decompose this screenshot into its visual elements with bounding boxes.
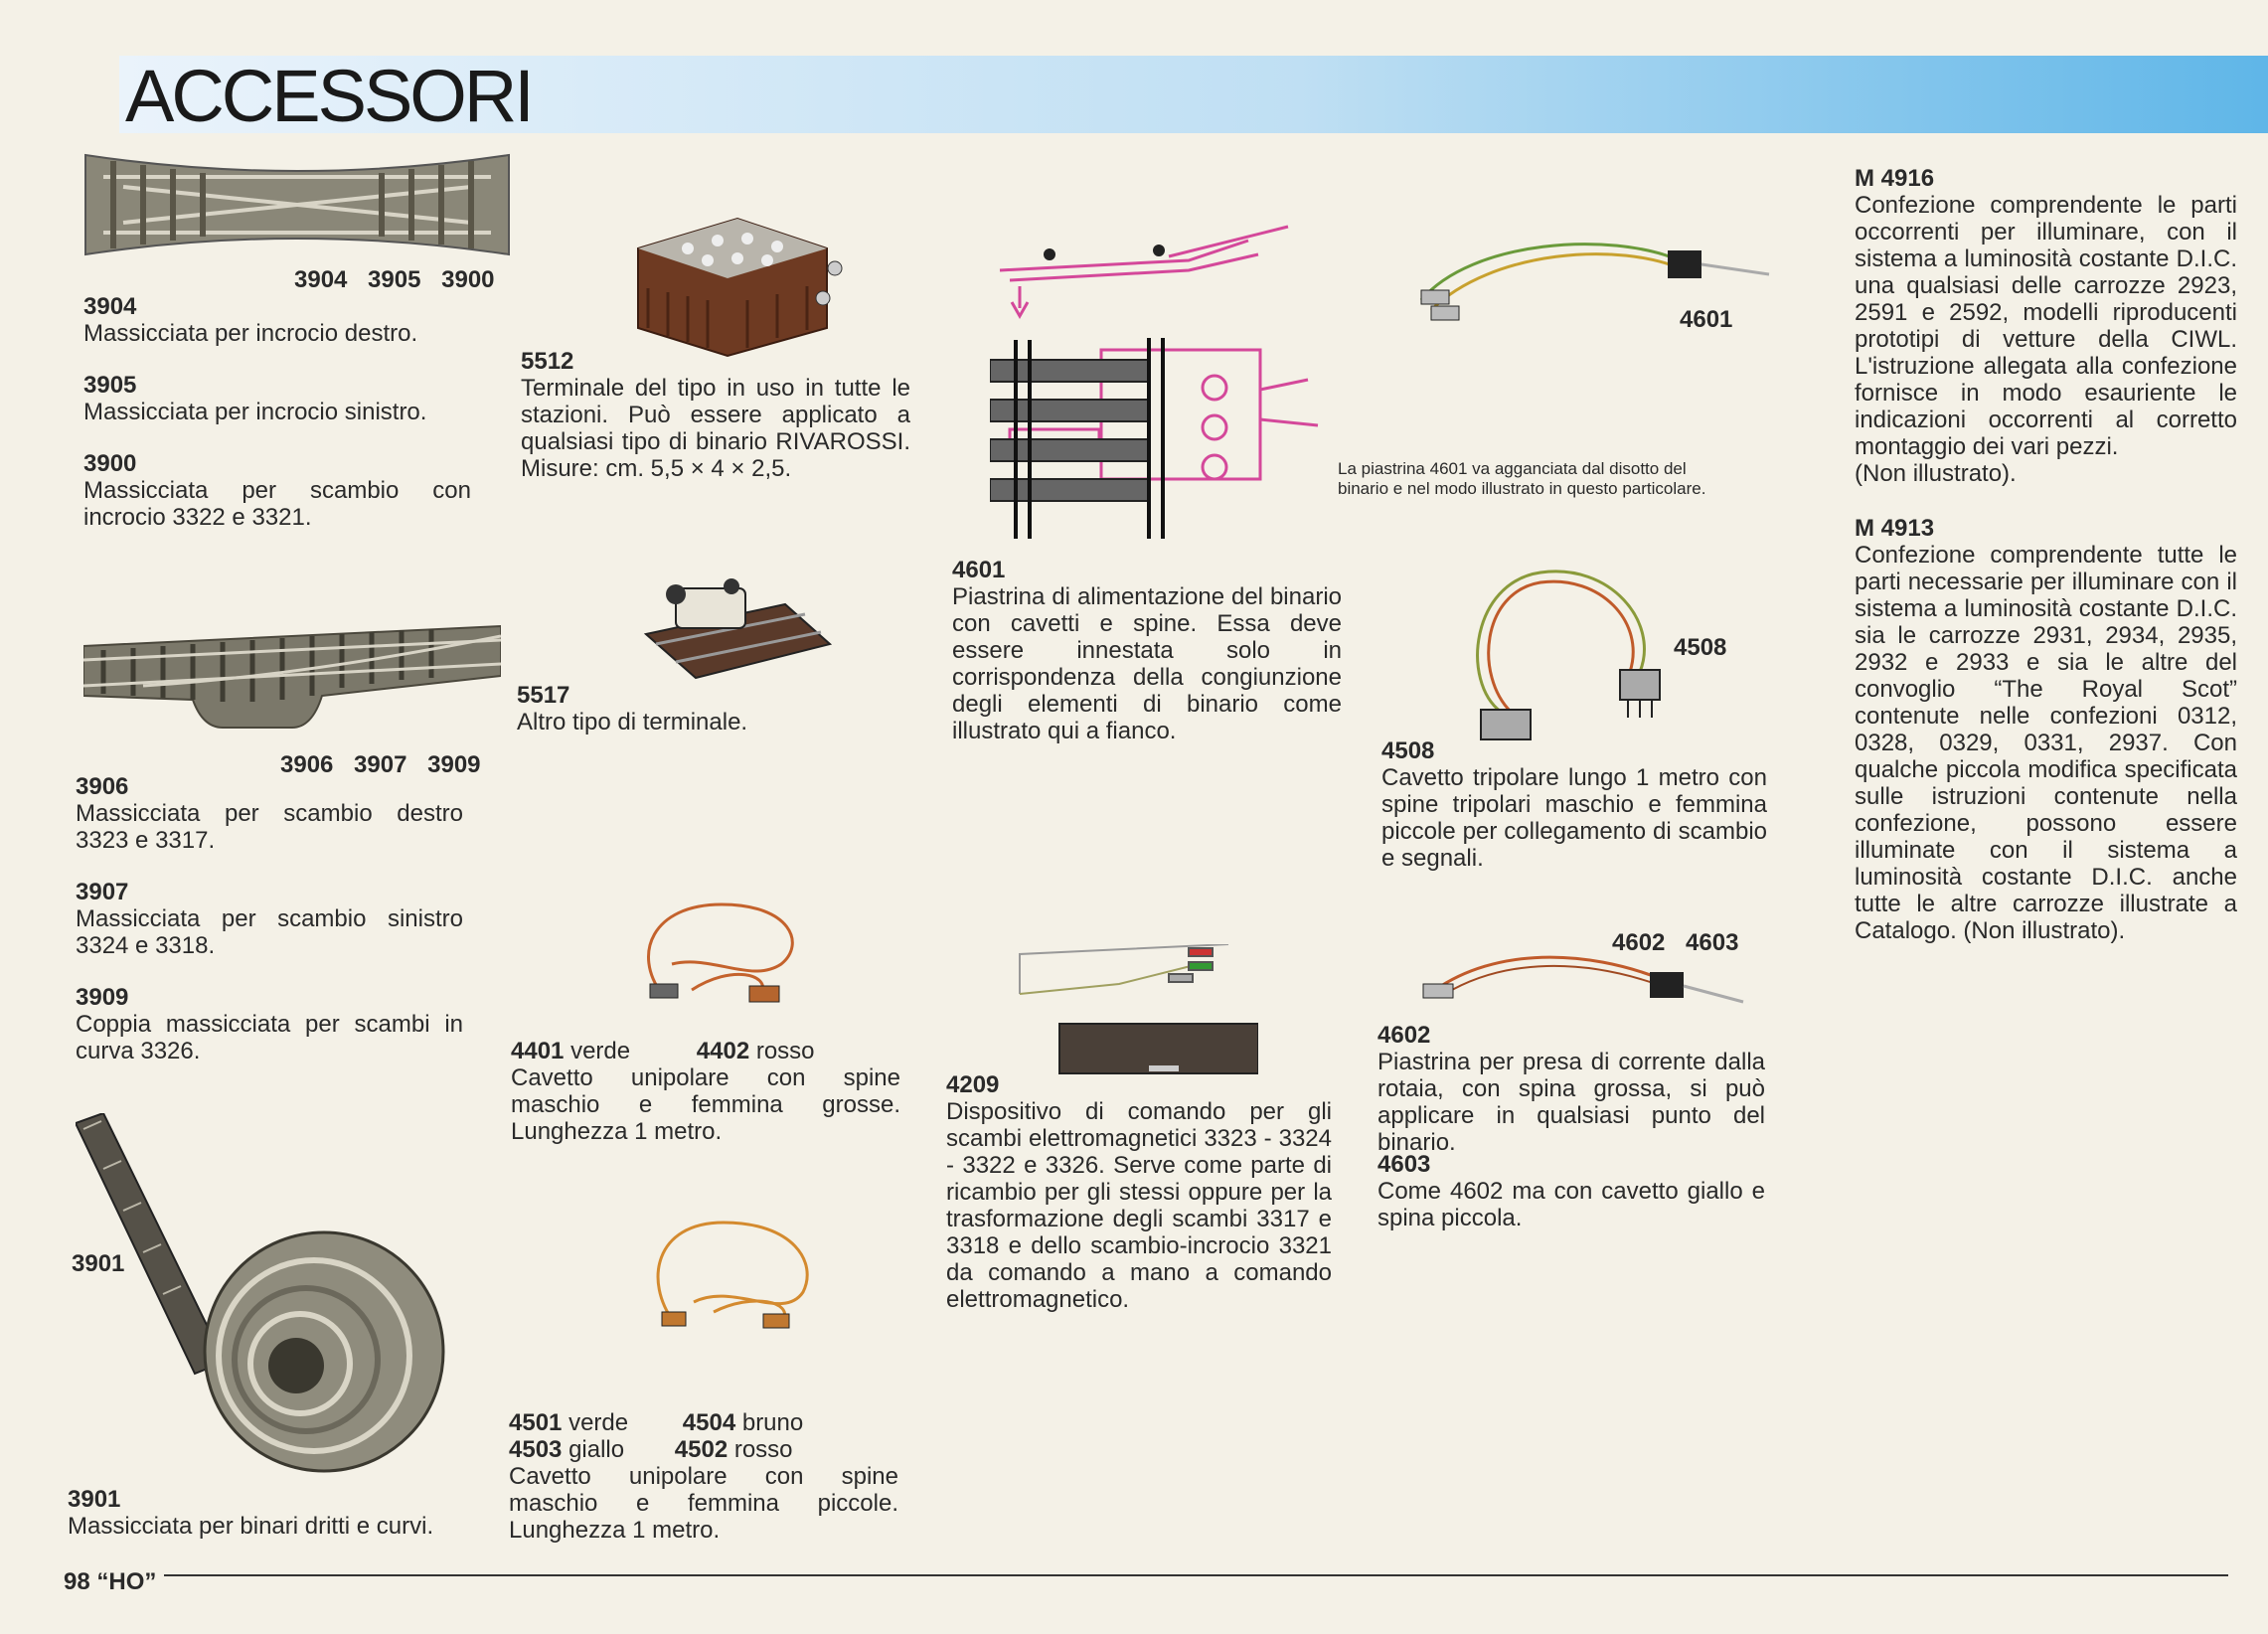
item-note: (Non illustrato). <box>1855 460 2017 487</box>
item-3904 <box>83 293 481 347</box>
item-4601-desc <box>952 557 1342 744</box>
ballast-switch-image <box>83 616 501 735</box>
item-code: 4503 <box>509 1436 563 1463</box>
item-description: Massicciata per scambio sinistro 3324 e 3318. <box>76 905 463 959</box>
item-description: Terminale del tipo in uso in tutte le stazioni. Può essere applicato a qualsiasi tipo di binario RIVAROSSI. Misure: cm. 5,5 × 4 × 2,5. <box>521 375 910 482</box>
item-3905 <box>83 372 481 425</box>
item-description: Cavetto tripolare lungo 1 metro con spine tripolari maschio e femmina piccole per collegamento di scambio e segnali. <box>1381 764 1767 872</box>
item-code: 3907 <box>76 879 129 905</box>
item-3909 <box>76 984 463 1064</box>
color-label: bruno <box>741 1409 804 1436</box>
item-3900 <box>83 450 471 531</box>
code-pair <box>511 1038 900 1064</box>
terminal-5517-image <box>636 574 835 684</box>
item-description: Massicciata per binari dritti e curvi. <box>68 1513 434 1540</box>
ballast-roll-image <box>76 1113 453 1481</box>
item-code: 4508 <box>1381 737 1435 764</box>
item-description: Confezione comprendente tutte le parti necessarie per illuminare con il sistema a luminosità costante D.I.C. sia le carrozze 2931, 2934, 2935, 2932 e 2933 e sia le altre del convoglio “The Royal Scot” contenute nelle confezioni 0312, 0328, 0329, 0331, 2937. Con qualche piccola modifica specificata sulle istruzioni contenute nella confezione, possono essere illuminate con il sistema a luminosità costante D.I.C. anche tutte le altre carrozze illustrate a Catalogo. (Non illustrato). <box>1855 542 2237 944</box>
color-label: verde <box>570 1038 631 1064</box>
track-contact-diagram <box>990 221 1338 549</box>
codes-3906-3907-3909: 3906 3907 3909 <box>280 751 481 778</box>
cable-4401-image <box>632 895 811 1014</box>
item-description: Cavetto unipolare con spine maschio e femmina grosse. Lunghezza 1 metro. <box>511 1064 900 1145</box>
item-3906 <box>76 773 463 854</box>
item-code: 4504 <box>682 1409 736 1436</box>
item-code: 4602 <box>1377 1022 1431 1049</box>
item-code: 4501 <box>509 1409 563 1436</box>
item-4209 <box>946 1071 1332 1313</box>
item-description: Massicciata per scambio destro 3323 e 3317. <box>76 800 463 854</box>
page-title: ACCESSORI <box>125 55 532 137</box>
item-code: 5517 <box>517 682 570 709</box>
item-description: Coppia massicciata per scambi in curva 3326. <box>76 1011 463 1064</box>
item-description: Massicciata per scambio con incrocio 3322 e 3321. <box>83 477 471 531</box>
color-label: verde <box>568 1409 629 1436</box>
item-4501-4504-4503-4502 <box>509 1409 898 1544</box>
color-label: rosso <box>733 1436 793 1463</box>
label-3901: 3901 <box>72 1250 125 1277</box>
color-label: rosso <box>755 1038 815 1064</box>
item-code: M 4913 <box>1855 515 1935 542</box>
item-code: 5512 <box>521 348 574 375</box>
code-pair <box>509 1409 898 1436</box>
item-3907 <box>76 879 463 959</box>
item-4603 <box>1377 1151 1765 1231</box>
codes-4602-4603: 4602 4603 <box>1612 929 1739 956</box>
code-pair <box>509 1436 898 1463</box>
item-code: 3900 <box>83 450 137 477</box>
switch-motor-4209-image <box>1000 944 1258 1083</box>
item-code: 3904 <box>83 293 137 320</box>
item-code: 4603 <box>1377 1151 1431 1178</box>
caption-4601: La piastrina 4601 va agganciata dal disotto del binario e nel modo illustrato in questo particolare. <box>1338 459 1706 498</box>
item-description: Massicciata per incrocio destro. <box>83 320 418 347</box>
item-code: 3905 <box>83 372 137 399</box>
footer-rule <box>64 1574 2228 1576</box>
cable-4501-image <box>644 1213 823 1342</box>
cable-4602-image <box>1415 944 1753 1014</box>
item-code: 4401 <box>511 1038 565 1064</box>
label-4601: 4601 <box>1680 306 1733 333</box>
item-code: 4402 <box>696 1038 750 1064</box>
item-m4913 <box>1855 515 2237 944</box>
page-number: 98 “HO” <box>64 1568 164 1596</box>
item-4401-4402 <box>511 1038 900 1145</box>
terminal-5512-image <box>628 209 847 358</box>
item-description: Confezione comprendente le parti occorrenti per illuminare, con il sistema a luminosità costante D.I.C. una qualsiasi delle carrozze 2923, 2591 e 2592, modelli riproducenti prototipi di vetture della CIWL. L'istruzione allegata alla confezione fornisce in modo esauriente le indicazioni occorrenti al corretto montaggio dei vari pezzi. <box>1855 192 2237 460</box>
item-description: Cavetto unipolare con spine maschio e femmina piccole. Lunghezza 1 metro. <box>509 1463 898 1544</box>
item-code: 4209 <box>946 1071 1000 1098</box>
item-description: Piastrina per presa di corrente dalla rotaia, con spina grossa, si può applicare in qualsiasi punto del binario. <box>1377 1049 1765 1156</box>
item-code: 3906 <box>76 773 129 800</box>
codes-3904-3905-3900: 3904 3905 3900 <box>294 266 495 293</box>
item-5512 <box>521 348 910 482</box>
item-3901 <box>68 1486 485 1540</box>
item-4602 <box>1377 1022 1765 1156</box>
item-description: Piastrina di alimentazione del binario con cavetti e spine. Essa deve essere innestata solo in corrispondenza della congiunzione degli elementi di binario come illustrato qui a fianco. <box>952 583 1342 744</box>
cable-4508-image <box>1461 563 1680 761</box>
item-description: Altro tipo di terminale. <box>517 709 748 735</box>
ballast-crossing-image <box>83 147 511 264</box>
item-code: 4502 <box>674 1436 729 1463</box>
item-code: 4601 <box>952 557 1006 583</box>
item-5517 <box>517 682 906 735</box>
item-description: Massicciata per incrocio sinistro. <box>83 399 427 425</box>
item-m4916 <box>1855 165 2237 487</box>
item-code: M 4916 <box>1855 165 1935 192</box>
item-description: Come 4602 ma con cavetto giallo e spina piccola. <box>1377 1178 1765 1231</box>
item-code: 3909 <box>76 984 129 1011</box>
item-4508 <box>1381 737 1767 872</box>
color-label: giallo <box>568 1436 625 1463</box>
item-description: Dispositivo di comando per gli scambi elettromagnetici 3323 - 3324 - 3322 e 3326. Serve come parte di ricambio per gli stessi oppure per la trasformazione degli scambi 3317 e 3318 e dello scambio-incrocio 3321 da comando a mano a comando elettromagnetico. <box>946 1098 1332 1313</box>
label-4508: 4508 <box>1674 634 1727 661</box>
item-code: 3901 <box>68 1486 121 1513</box>
